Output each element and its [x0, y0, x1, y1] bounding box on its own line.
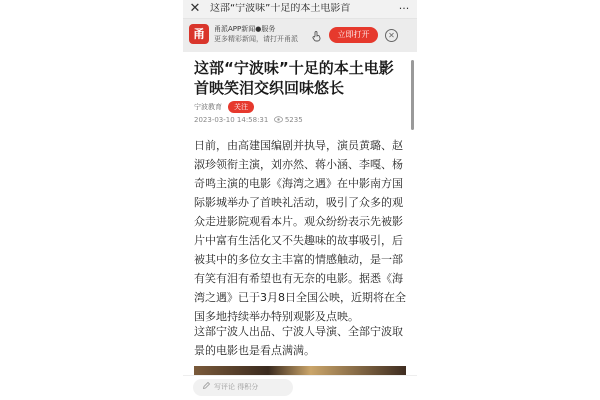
app-promo-banner[interactable]	[183, 19, 417, 52]
right-margin	[417, 0, 600, 400]
article-paragraph: 这部宁波人出品、宁波人导演、全部宁波取景的电影也是看点满满。	[194, 325, 403, 357]
scrollbar[interactable]	[411, 60, 414, 130]
article-paragraph: 日前，由高建国编剧并执导，演员黄璐、赵淑珍领衔主演，刘亦然、蒋小涵、李嘎、杨奇鸣主演的电影《海湾之遇》在中影南方国际影城举办了首映礼活动，吸引了众多的观众走进影院观看本片。观众纷纷表示先被影片中富有生活化又不失趣味的故事吸引，后被其中的多位女主丰富的情感触动，是一部有笑有泪有希望也有无奈的电影。据悉《海湾之遇》已于3月8日全国公映，近期将在全国多地持续举办特别观影及点映。	[194, 139, 406, 323]
open-app-button[interactable]: 立即打开	[329, 27, 378, 43]
article-title: 这部“宁波味”十足的本土电影首映笑泪交织回味悠长	[194, 59, 394, 97]
pencil-icon	[202, 381, 211, 390]
tap-hand-icon	[311, 30, 323, 42]
view-count: 5235	[284, 116, 303, 124]
banner-app-name: 甬派APP新闻●服务	[214, 25, 276, 33]
eye-icon	[274, 116, 283, 123]
author-name[interactable]: 宁波教育	[194, 103, 222, 111]
app-logo: 甬	[189, 24, 209, 44]
close-icon[interactable]: ✕	[189, 1, 201, 16]
mobile-article-view	[183, 0, 417, 400]
comment-placeholder: 写评论 得积分	[214, 383, 259, 391]
follow-button[interactable]: 关注	[228, 101, 254, 113]
publish-date: 2023-03-10 14:58:31	[194, 116, 269, 124]
page-title: 这部“宁波味”十足的本土电影首	[210, 3, 351, 14]
more-options-icon[interactable]: ···	[398, 2, 410, 15]
banner-close-icon[interactable]: ✕	[385, 29, 398, 42]
banner-subtitle: 更多精彩新闻，请打开甬派	[214, 35, 298, 43]
article-meta	[194, 115, 303, 125]
comment-bar	[183, 375, 417, 400]
left-margin	[0, 0, 183, 400]
comment-input[interactable]	[193, 379, 293, 396]
top-navigation-bar	[183, 0, 417, 19]
